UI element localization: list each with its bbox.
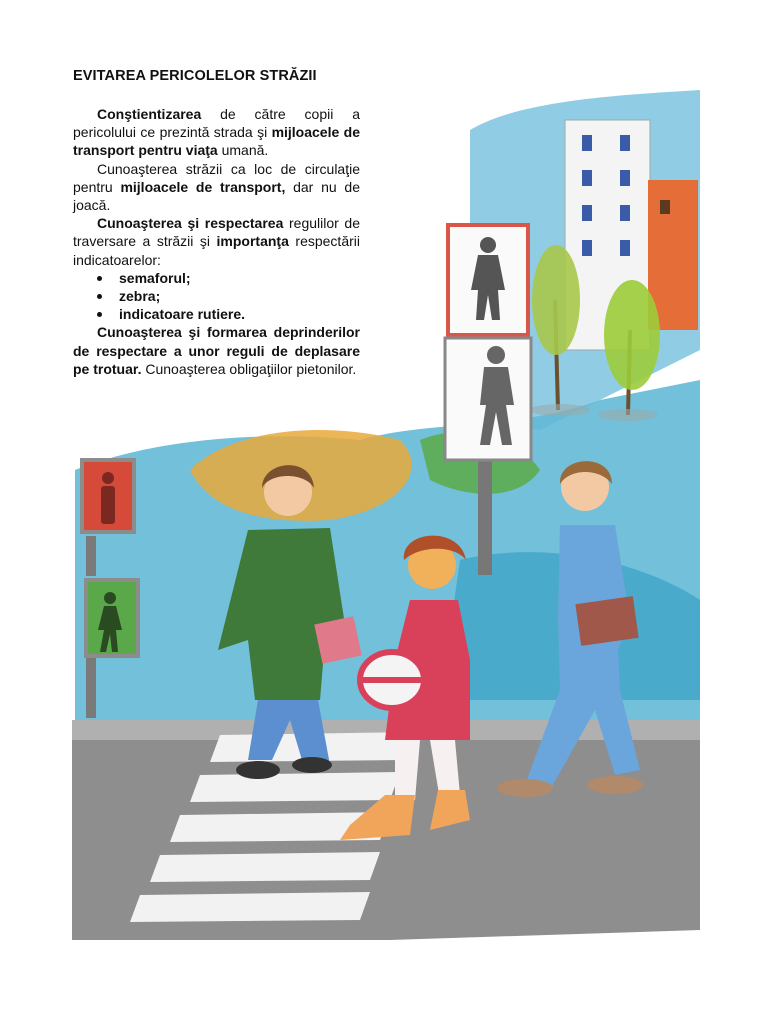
- p1-bold-start: Conştientizarea: [97, 106, 202, 122]
- p3-text: regulilor de traversare a străzii şi: [73, 215, 360, 250]
- list-item: zebra;: [73, 287, 360, 305]
- list-item: indicatoare rutiere.: [73, 305, 360, 323]
- tree: [532, 245, 580, 355]
- sign-pole: [478, 455, 492, 575]
- list-item: semaforul;: [73, 269, 360, 287]
- p2-text: Cunoaşterea străzii ca loc de circulaţie pentru: [73, 160, 360, 195]
- page-title: EVITAREA PERICOLELOR STRĂZII: [73, 68, 317, 84]
- tree: [604, 280, 660, 390]
- standing-person-icon: [101, 472, 115, 524]
- pedestrian-sign: [445, 225, 531, 460]
- p1-bold-end: mijloacele de transport pentru viaţa: [73, 124, 360, 159]
- p1-tail: umană.: [217, 142, 269, 159]
- p4-bold: Cunoaşterea şi formarea deprinderilor de respectare a unor reguli de deplasare pe trotuar.: [73, 324, 360, 377]
- p4-tail: Cunoaşterea obligaţiilor pietonilor.: [141, 360, 357, 377]
- p1-text: de către copii a pericolului ce prezintă strada şi: [73, 106, 360, 141]
- p2-bold: mijloacele de transport,: [120, 178, 286, 195]
- p3-tail: respectării indicatoarelor:: [73, 233, 360, 268]
- p3-bold-mid: importanţa: [216, 233, 289, 250]
- p3-bold-start: Cunoaşterea şi respectarea: [97, 215, 284, 232]
- p2-tail: dar nu de joacă.: [73, 178, 360, 214]
